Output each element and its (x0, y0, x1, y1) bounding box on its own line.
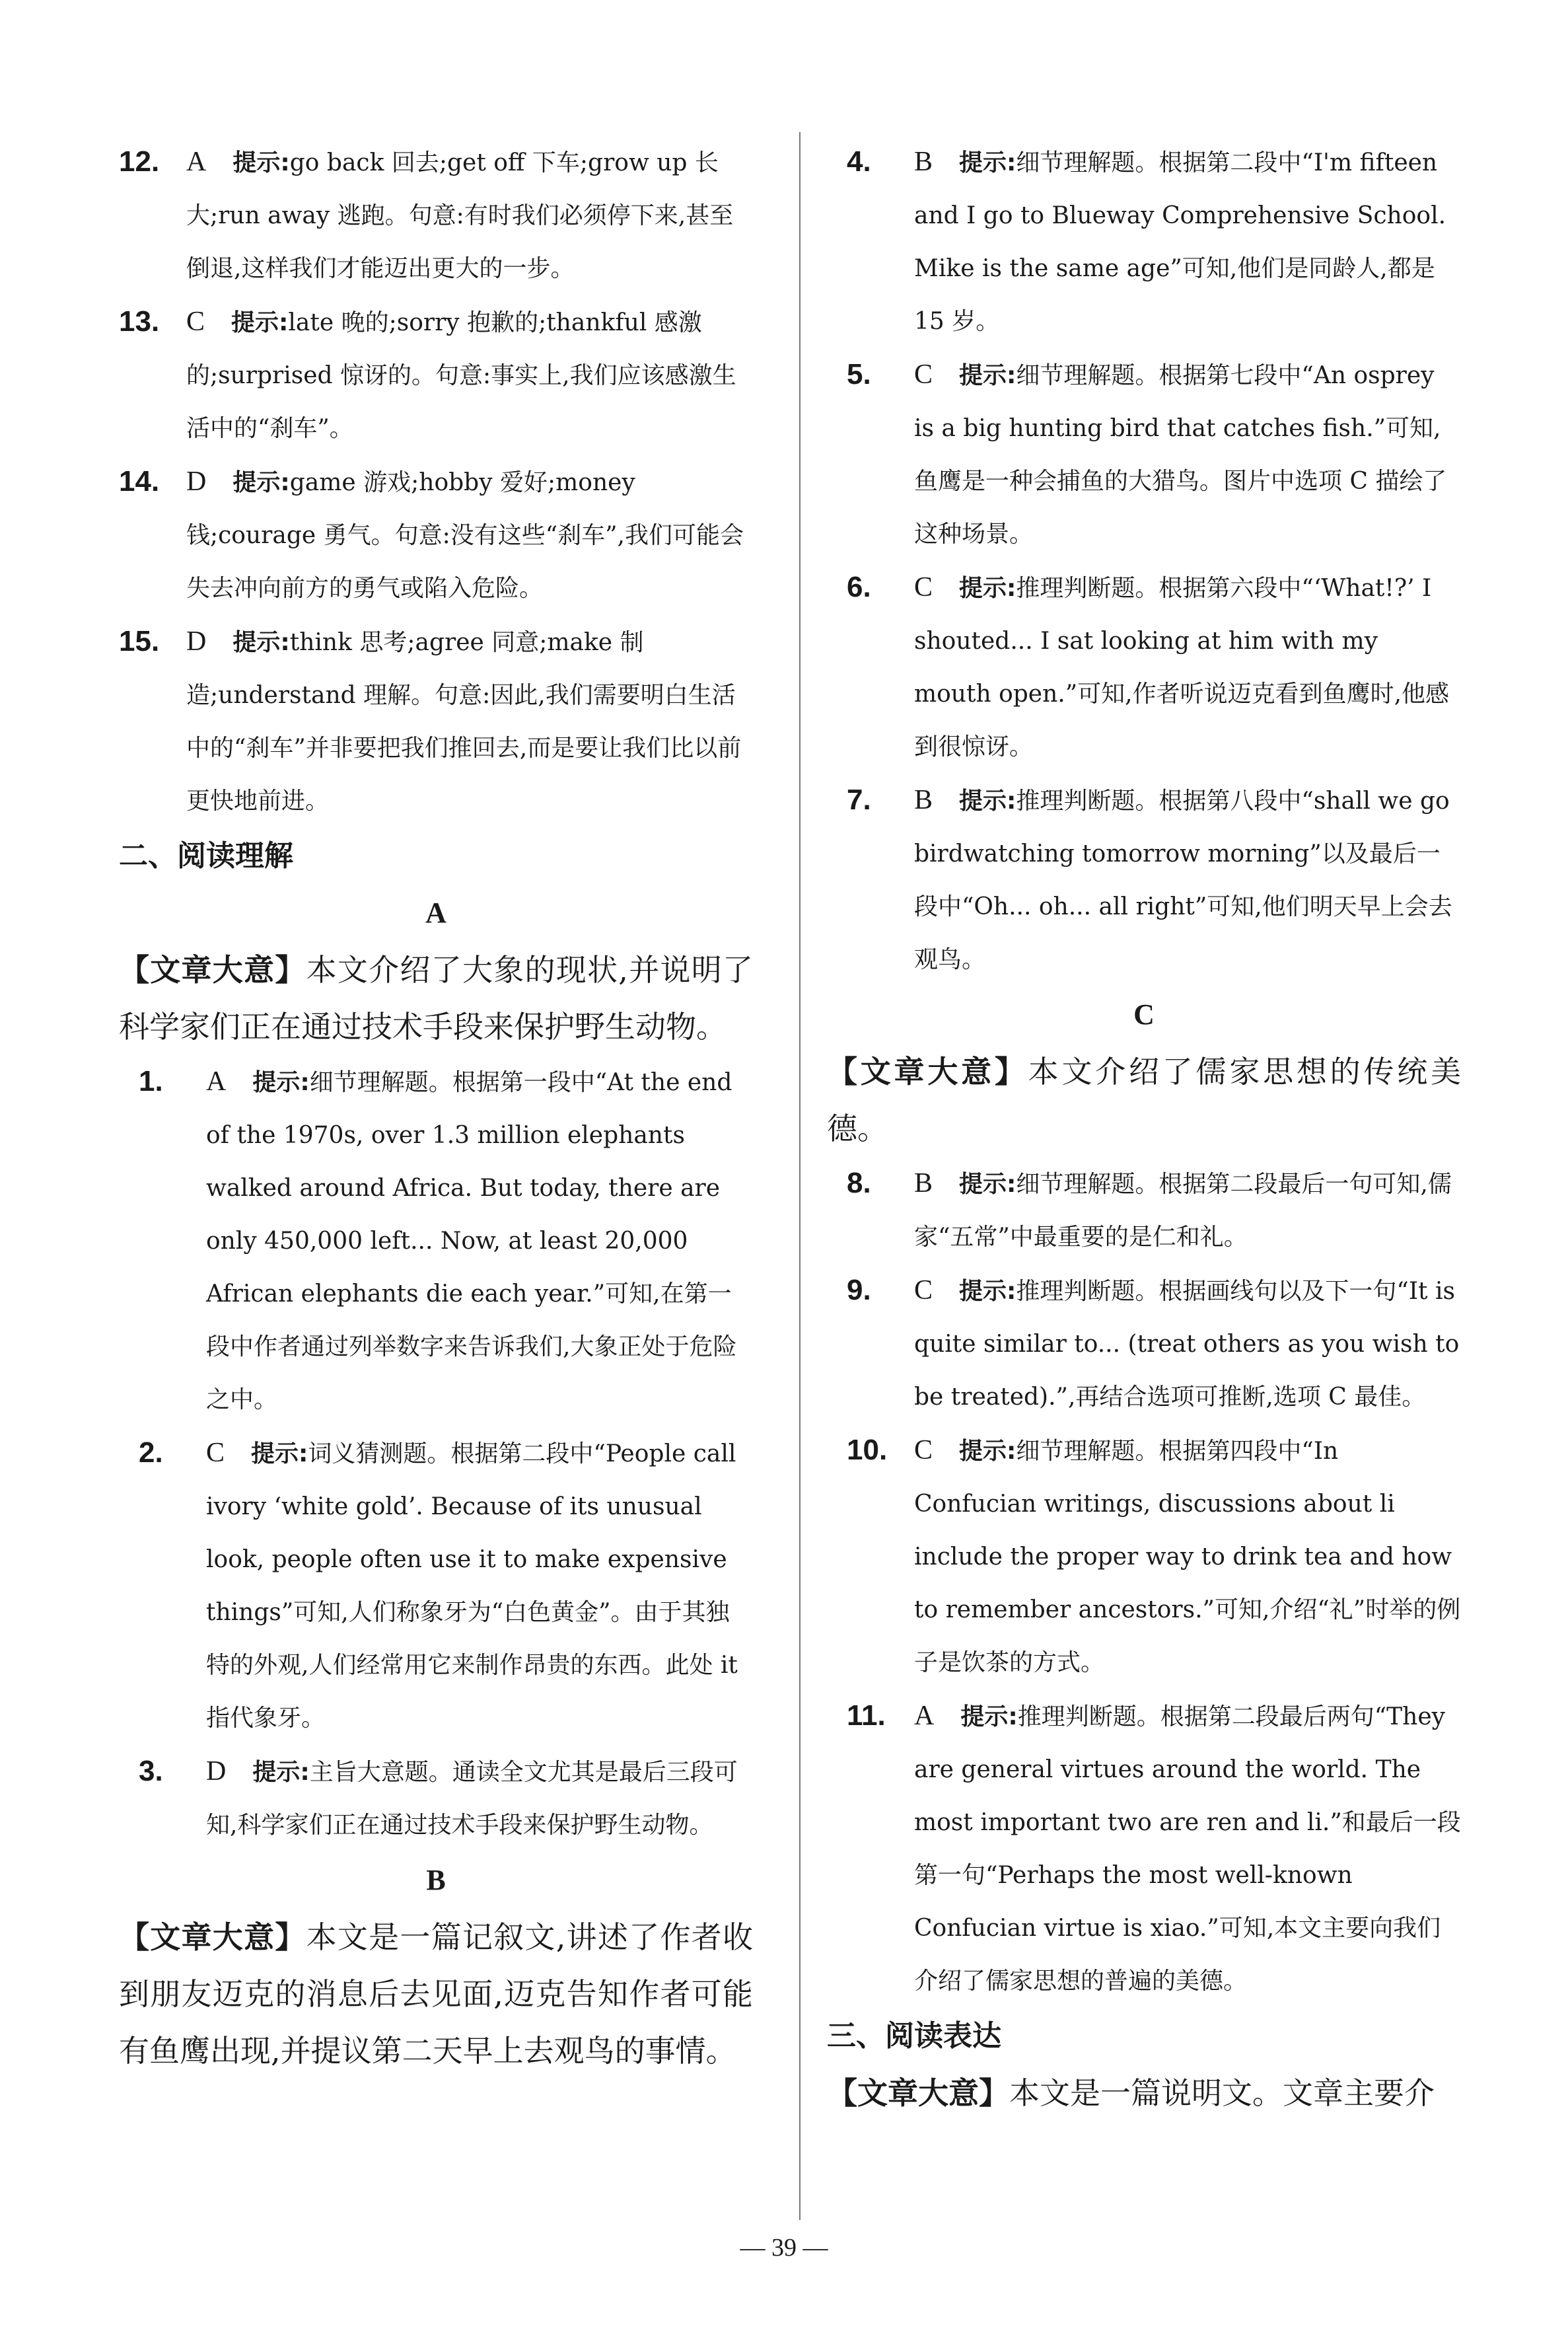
hint-label: 提示: (252, 1069, 310, 1096)
passage-label-c: C (1133, 998, 1155, 1031)
question-number: 5. (847, 358, 871, 390)
explanation-text: 细节理解题。根据第四段中“In Confucian writings, discussions about li include the proper way to drink tea and how to remember ancestors.”可知,介绍“礼”时举的例子是饮茶的方式。 (914, 1438, 1461, 1676)
hint-label: 提示: (232, 149, 290, 176)
question-number: 12. (119, 145, 160, 178)
question-number: 15. (119, 625, 160, 657)
explanation-text: go back 回去;get off 下车;grow up 长大;run away 逃跑。句意:有时我们必须停下来,甚至倒退,这样我们才能迈出更大的一步。 (186, 149, 734, 282)
summary-tag: 【文章大意】 (119, 1919, 306, 1955)
answer-item (139, 1055, 753, 1426)
answer-letter: D (206, 1756, 227, 1787)
hint-label: 提示: (959, 575, 1016, 602)
hint-label: 提示: (252, 1759, 310, 1786)
answer-letter: B (914, 785, 933, 815)
explanation-text: 细节理解题。根据第二段最后一句可知,儒家“五常”中最重要的是仁和礼。 (914, 1171, 1452, 1251)
summary-tag: 【文章大意】 (827, 1054, 1028, 1089)
summary-expression (827, 2065, 1461, 2122)
answer-letter: D (186, 466, 207, 497)
hint-label: 提示: (251, 1440, 308, 1467)
explanation-text: 细节理解题。根据第七段中“An osprey is a big hunting bird that catches fish.”可知,鱼鹰是一种会捕鱼的大猎鸟。图片中选项 C 描绘了这种场景。 (914, 362, 1447, 548)
column-divider (799, 132, 801, 2220)
explanation-text: 推理判断题。根据第八段中“shall we go birdwatching tomorrow morning”以及最后一段中“Oh... oh... all right”可知,他们明天早上会去观鸟。 (914, 788, 1452, 973)
summary-text: 本文介绍了大象的现状,并说明了科学家们正在通过技术手段来保护野生动物。 (119, 952, 754, 1045)
answer-item (847, 135, 1461, 348)
hint-label: 提示: (959, 1278, 1016, 1305)
answer-list-a (139, 1055, 753, 1852)
hint-label: 提示: (960, 1703, 1018, 1730)
answer-letter: B (914, 147, 933, 177)
question-number: 3. (139, 1755, 163, 1787)
explanation-text: 细节理解题。根据第一段中“At the end of the 1970s, over 1.3 million elephants walked around Africa. But today, there are only 450,000 left... Now, at least 20,000 African elephants die each year.”可知,在第一段中作者通过列举数字来告诉我们,大象正处于危险之中。 (206, 1069, 737, 1413)
hint-label: 提示: (959, 1171, 1016, 1198)
answer-letter: C (914, 359, 933, 390)
explanation-text: game 游戏;hobby 爱好;money 钱;courage 勇气。句意:没有这些“刹车”,我们可能会失去冲向前方的勇气或陷入危险。 (186, 469, 744, 602)
hint-label: 提示: (959, 788, 1016, 815)
summary-tag: 【文章大意】 (827, 2075, 1009, 2111)
answer-item (847, 1264, 1461, 1424)
answer-letter: D (186, 626, 207, 657)
explanation-text: 词义猜测题。根据第二段中“People call ivory ‘white gold’. Because of its unusual look, people often use it to make expensive things”可知,人们称象牙为“白色黄金”。由于其独特的外观,人们经常用它来制作昂贵的东西。此处 it 指代象牙。 (206, 1440, 738, 1732)
question-number: 1. (139, 1065, 163, 1097)
hint-label: 提示: (959, 362, 1016, 389)
summary-a (119, 941, 753, 1055)
explanation-text: 主旨大意题。通读全文尤其是最后三段可知,科学家们正在通过技术手段来保护野生动物。 (206, 1759, 738, 1839)
question-number: 2. (139, 1436, 163, 1469)
answer-item (847, 1157, 1461, 1264)
summary-text: 本文是一篇记叙文,讲述了作者收到朋友迈克的消息后去见面,迈克告知作者可能有鱼鹰出现,并提议第二天早上去观鸟的事情。 (119, 1919, 754, 2069)
question-number: 13. (119, 305, 160, 338)
section-heading-reading: 二、阅读理解 (119, 839, 293, 873)
answer-letter: C (914, 572, 933, 603)
answer-item (847, 348, 1461, 561)
right-column (827, 135, 1461, 2122)
answer-letter: C (914, 1275, 933, 1306)
answer-item (847, 1424, 1461, 1689)
answer-list-cloze (119, 135, 753, 828)
question-number: 10. (847, 1434, 888, 1466)
explanation-text: late 晚的;sorry 抱歉的;thankful 感激的;surprised 惊讶的。句意:事实上,我们应该感激生活中的“刹车”。 (186, 309, 736, 442)
passage-label-b: B (426, 1864, 446, 1896)
answer-item (139, 1745, 753, 1852)
answer-item (119, 295, 753, 455)
explanation-text: think 思考;agree 同意;make 制造;understand 理解。句意:因此,我们需要明白生活中的“刹车”并非要把我们推回去,而是要让我们比以前更快地前进。 (186, 629, 742, 815)
left-column (119, 135, 753, 2079)
hint-label: 提示: (232, 629, 290, 656)
answer-item (119, 615, 753, 828)
explanation-text: 细节理解题。根据第二段中“I'm fifteen and I go to Blueway Comprehensive School. Mike is the same age”可知,他们是同龄人,都是 15 岁。 (914, 149, 1446, 335)
section-heading-expression: 三、阅读表达 (827, 2019, 1001, 2053)
hint-label: 提示: (959, 149, 1016, 176)
question-number: 9. (847, 1274, 871, 1306)
question-number: 4. (847, 145, 871, 178)
hint-label: 提示: (231, 309, 289, 336)
answer-letter: C (914, 1435, 933, 1465)
answer-item (139, 1426, 753, 1745)
passage-label-a: A (425, 897, 446, 929)
answer-item (847, 774, 1461, 986)
answer-item (119, 455, 753, 615)
question-number: 8. (847, 1167, 871, 1199)
summary-b (119, 1909, 753, 2079)
question-number: 7. (847, 784, 871, 816)
summary-c (827, 1043, 1461, 1157)
answer-letter: B (914, 1168, 933, 1199)
answer-letter: A (186, 147, 207, 177)
hint-label: 提示: (959, 1438, 1016, 1465)
answer-letter: A (206, 1066, 227, 1097)
summary-text: 本文介绍了儒家思想的传统美德。 (827, 1054, 1462, 1146)
page-number: — 39 — (740, 2234, 828, 2262)
answer-item (847, 561, 1461, 774)
explanation-text: 推理判断题。根据画线句以及下一句“It is quite similar to... (treat others as you wish to be treated).”,再结合选项可推断,选项 C 最佳。 (914, 1278, 1460, 1411)
summary-tag: 【文章大意】 (119, 952, 306, 988)
explanation-text: 推理判断题。根据第二段最后两句“They are general virtues around the world. The most important two are ren and li.”和最后一段第一句“Perhaps the most well-known Confucian virtue is xiao.”可知,本文主要向我们介绍了儒家思想的普遍的美德。 (914, 1703, 1461, 1995)
question-number: 6. (847, 571, 871, 603)
answer-letter: C (206, 1438, 225, 1468)
answer-letter: A (914, 1701, 935, 1731)
answer-list-c (847, 1157, 1461, 2008)
explanation-text: 推理判断题。根据第六段中“‘What!?’ I shouted... I sat looking at him with my mouth open.”可知,作者听说迈克看到鱼鹰时,他感到很惊讶。 (914, 575, 1450, 760)
answer-item (119, 135, 753, 295)
answer-letter: C (186, 307, 205, 337)
answer-item (847, 1689, 1461, 2008)
question-number: 14. (119, 465, 160, 498)
hint-label: 提示: (232, 469, 290, 496)
summary-text: 本文是一篇说明文。文章主要介 (1009, 2075, 1435, 2111)
answer-list-b (847, 135, 1461, 986)
question-number: 11. (847, 1699, 886, 1732)
